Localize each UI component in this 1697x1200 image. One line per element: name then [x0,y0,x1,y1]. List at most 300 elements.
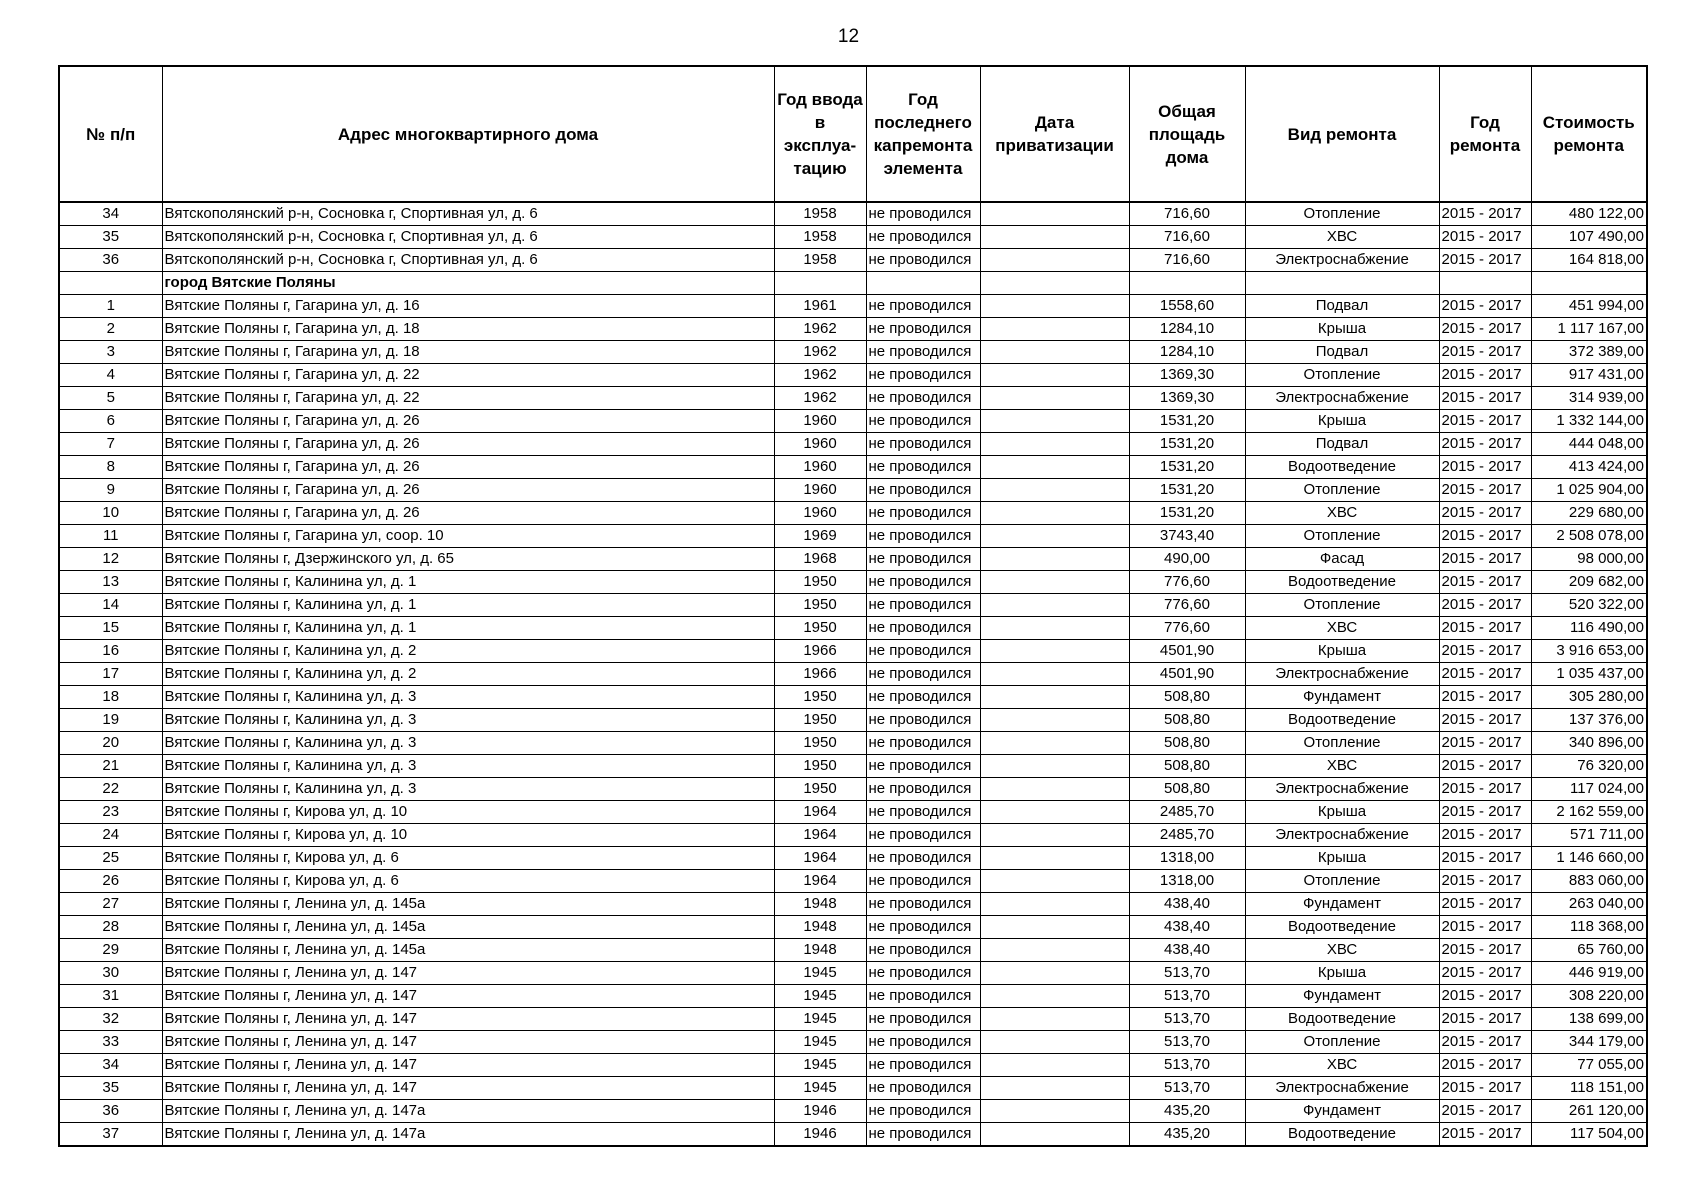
cell-repair-year: 2015 - 2017 [1439,410,1531,433]
cell-num: 7 [59,433,162,456]
cell-repair-type: Отопление [1245,732,1439,755]
cell-num: 10 [59,502,162,525]
cell-last-repair: не проводился [866,962,980,985]
cell-cost: 1 117 167,00 [1531,318,1647,341]
cell-repair-year: 2015 - 2017 [1439,525,1531,548]
cell-privatization [980,364,1129,387]
cell-area: 513,70 [1129,1077,1245,1100]
cell-address: Вятские Поляны г, Ленина ул, д. 147 [162,1031,774,1054]
cell-num: 15 [59,617,162,640]
table-row [59,387,1647,410]
cell-year-built: 1966 [774,663,866,686]
cell-repair-year: 2015 - 2017 [1439,847,1531,870]
header-num: № п/п [59,66,162,202]
repair-plan-table [58,65,1648,1147]
cell-last-repair: не проводился [866,341,980,364]
cell-privatization [980,709,1129,732]
cell-repair-type: Фундамент [1245,893,1439,916]
table-row [59,433,1647,456]
cell-repair-type: ХВС [1245,755,1439,778]
cell-address: Вятские Поляны г, Гагарина ул, д. 22 [162,364,774,387]
cell-repair-type: Отопление [1245,870,1439,893]
cell-last-repair: не проводился [866,548,980,571]
cell-repair-year: 2015 - 2017 [1439,1100,1531,1123]
table-body [59,202,1647,1146]
cell-repair-year: 2015 - 2017 [1439,962,1531,985]
cell-year-built: 1958 [774,202,866,226]
cell-year-built: 1950 [774,686,866,709]
cell-repair-year: 2015 - 2017 [1439,985,1531,1008]
table-row [59,456,1647,479]
header-area: Общая площадь дома [1129,66,1245,202]
cell-year-built: 1960 [774,456,866,479]
cell-privatization [980,571,1129,594]
cell-address: Вятские Поляны г, Кирова ул, д. 10 [162,824,774,847]
cell-year-built: 1960 [774,502,866,525]
cell-num: 27 [59,893,162,916]
cell-cost: 883 060,00 [1531,870,1647,893]
cell-address: Вятские Поляны г, Ленина ул, д. 147а [162,1123,774,1147]
table-row [59,824,1647,847]
cell-year-built: 1961 [774,295,866,318]
table-row [59,364,1647,387]
cell-num: 5 [59,387,162,410]
cell-cost: 372 389,00 [1531,341,1647,364]
cell-address: Вятские Поляны г, Ленина ул, д. 147 [162,1054,774,1077]
table-row [59,1054,1647,1077]
cell-cost: 1 332 144,00 [1531,410,1647,433]
cell-area: 716,60 [1129,249,1245,272]
cell-repair-year: 2015 - 2017 [1439,893,1531,916]
header-repair-year: Год ремонта [1439,66,1531,202]
cell-repair-type: Электроснабжение [1245,387,1439,410]
cell-repair-year: 2015 - 2017 [1439,433,1531,456]
cell-area: 1318,00 [1129,847,1245,870]
cell-address: Вятские Поляны г, Гагарина ул, д. 18 [162,341,774,364]
cell-year-built: 1958 [774,249,866,272]
cell-cost: 344 179,00 [1531,1031,1647,1054]
cell-address: Вятские Поляны г, Калинина ул, д. 3 [162,755,774,778]
cell-repair-year: 2015 - 2017 [1439,732,1531,755]
cell-area: 435,20 [1129,1123,1245,1147]
cell-repair-year: 2015 - 2017 [1439,939,1531,962]
cell-area: 438,40 [1129,916,1245,939]
cell-repair-year: 2015 - 2017 [1439,594,1531,617]
cell-repair-year: 2015 - 2017 [1439,295,1531,318]
cell-repair-type: Крыша [1245,318,1439,341]
cell-year-built: 1946 [774,1123,866,1147]
header-repair-type: Вид ремонта [1245,66,1439,202]
section-empty-cell [980,272,1129,295]
cell-num: 1 [59,295,162,318]
cell-address: Вятские Поляны г, Ленина ул, д. 145а [162,916,774,939]
cell-repair-year: 2015 - 2017 [1439,1054,1531,1077]
cell-address: Вятские Поляны г, Ленина ул, д. 147 [162,1008,774,1031]
cell-repair-type: Водоотведение [1245,709,1439,732]
cell-area: 1369,30 [1129,387,1245,410]
table-row [59,640,1647,663]
cell-repair-type: Отопление [1245,479,1439,502]
cell-cost: 164 818,00 [1531,249,1647,272]
cell-repair-year: 2015 - 2017 [1439,226,1531,249]
cell-last-repair: не проводился [866,939,980,962]
cell-num: 28 [59,916,162,939]
cell-cost: 1 025 904,00 [1531,479,1647,502]
cell-last-repair: не проводился [866,1100,980,1123]
cell-last-repair: не проводился [866,502,980,525]
cell-last-repair: не проводился [866,1054,980,1077]
cell-repair-type: Крыша [1245,847,1439,870]
table-row [59,525,1647,548]
cell-last-repair: не проводился [866,755,980,778]
cell-area: 508,80 [1129,755,1245,778]
cell-repair-year: 2015 - 2017 [1439,571,1531,594]
cell-year-built: 1962 [774,341,866,364]
cell-last-repair: не проводился [866,617,980,640]
cell-year-built: 1945 [774,1077,866,1100]
cell-area: 776,60 [1129,594,1245,617]
cell-area: 508,80 [1129,778,1245,801]
cell-address: Вятские Поляны г, Калинина ул, д. 3 [162,778,774,801]
cell-cost: 138 699,00 [1531,1008,1647,1031]
cell-area: 513,70 [1129,985,1245,1008]
cell-cost: 451 994,00 [1531,295,1647,318]
cell-cost: 117 024,00 [1531,778,1647,801]
cell-cost: 1 035 437,00 [1531,663,1647,686]
cell-area: 438,40 [1129,939,1245,962]
cell-privatization [980,1123,1129,1147]
cell-address: Вятские Поляны г, Калинина ул, д. 3 [162,686,774,709]
section-title: город Вятские Поляны [162,272,774,295]
table-row [59,663,1647,686]
cell-area: 4501,90 [1129,663,1245,686]
cell-year-built: 1945 [774,962,866,985]
cell-year-built: 1969 [774,525,866,548]
cell-privatization [980,686,1129,709]
cell-last-repair: не проводился [866,295,980,318]
cell-address: Вятские Поляны г, Гагарина ул, д. 26 [162,433,774,456]
cell-year-built: 1945 [774,1008,866,1031]
cell-privatization [980,479,1129,502]
cell-address: Вятские Поляны г, Ленина ул, д. 145а [162,893,774,916]
cell-privatization [980,801,1129,824]
table-row [59,916,1647,939]
table-row [59,1031,1647,1054]
cell-address: Вятские Поляны г, Дзержинского ул, д. 65 [162,548,774,571]
cell-repair-type: ХВС [1245,939,1439,962]
cell-repair-type: Подвал [1245,295,1439,318]
cell-repair-type: Отопление [1245,525,1439,548]
cell-cost: 314 939,00 [1531,387,1647,410]
cell-address: Вятские Поляны г, Гагарина ул, д. 26 [162,410,774,433]
table-row [59,893,1647,916]
cell-address: Вятские Поляны г, Ленина ул, д. 147 [162,985,774,1008]
cell-last-repair: не проводился [866,916,980,939]
cell-area: 508,80 [1129,709,1245,732]
cell-last-repair: не проводился [866,847,980,870]
cell-repair-year: 2015 - 2017 [1439,801,1531,824]
cell-address: Вятские Поляны г, Калинина ул, д. 1 [162,571,774,594]
cell-privatization [980,502,1129,525]
cell-repair-type: Отопление [1245,1031,1439,1054]
cell-year-built: 1945 [774,1054,866,1077]
cell-last-repair: не проводился [866,364,980,387]
cell-last-repair: не проводился [866,433,980,456]
cell-privatization [980,410,1129,433]
cell-repair-year: 2015 - 2017 [1439,1031,1531,1054]
table-row [59,617,1647,640]
cell-repair-type: Электроснабжение [1245,249,1439,272]
cell-num: 17 [59,663,162,686]
cell-last-repair: не проводился [866,824,980,847]
section-empty-cell [1245,272,1439,295]
cell-year-built: 1962 [774,364,866,387]
cell-privatization [980,1100,1129,1123]
cell-privatization [980,824,1129,847]
cell-cost: 520 322,00 [1531,594,1647,617]
cell-num: 8 [59,456,162,479]
table-row [59,410,1647,433]
cell-cost: 413 424,00 [1531,456,1647,479]
cell-year-built: 1945 [774,1031,866,1054]
cell-num: 23 [59,801,162,824]
cell-privatization [980,249,1129,272]
cell-year-built: 1964 [774,824,866,847]
cell-privatization [980,985,1129,1008]
cell-last-repair: не проводился [866,1031,980,1054]
cell-year-built: 1958 [774,226,866,249]
section-empty-cell [1439,272,1531,295]
cell-last-repair: не проводился [866,1123,980,1147]
table-row [59,479,1647,502]
cell-cost: 77 055,00 [1531,1054,1647,1077]
cell-repair-year: 2015 - 2017 [1439,870,1531,893]
cell-address: Вятские Поляны г, Кирова ул, д. 10 [162,801,774,824]
cell-privatization [980,226,1129,249]
section-header-row [59,272,1647,295]
cell-num: 22 [59,778,162,801]
cell-repair-type: ХВС [1245,226,1439,249]
cell-last-repair: не проводился [866,686,980,709]
cell-area: 2485,70 [1129,824,1245,847]
cell-num: 21 [59,755,162,778]
section-empty-cell [774,272,866,295]
cell-address: Вятские Поляны г, Калинина ул, д. 1 [162,617,774,640]
cell-address: Вятскополянский р-н, Сосновка г, Спортивная ул, д. 6 [162,202,774,226]
cell-address: Вятские Поляны г, Кирова ул, д. 6 [162,847,774,870]
cell-num: 4 [59,364,162,387]
cell-address: Вятскополянский р-н, Сосновка г, Спортивная ул, д. 6 [162,249,774,272]
cell-repair-year: 2015 - 2017 [1439,686,1531,709]
cell-year-built: 1948 [774,939,866,962]
cell-repair-type: Электроснабжение [1245,824,1439,847]
cell-area: 716,60 [1129,226,1245,249]
table-row [59,778,1647,801]
section-empty-cell [1531,272,1647,295]
cell-address: Вятские Поляны г, Гагарина ул, д. 18 [162,318,774,341]
cell-num: 35 [59,226,162,249]
table-row [59,226,1647,249]
cell-cost: 107 490,00 [1531,226,1647,249]
table-row [59,318,1647,341]
table-row [59,341,1647,364]
cell-address: Вятские Поляны г, Гагарина ул, д. 16 [162,295,774,318]
cell-num: 20 [59,732,162,755]
cell-area: 1558,60 [1129,295,1245,318]
table-row [59,709,1647,732]
cell-cost: 917 431,00 [1531,364,1647,387]
cell-repair-year: 2015 - 2017 [1439,709,1531,732]
table-row [59,202,1647,226]
cell-num: 34 [59,202,162,226]
cell-cost: 1 146 660,00 [1531,847,1647,870]
cell-cost: 116 490,00 [1531,617,1647,640]
cell-repair-year: 2015 - 2017 [1439,617,1531,640]
cell-area: 490,00 [1129,548,1245,571]
cell-repair-type: ХВС [1245,617,1439,640]
cell-year-built: 1964 [774,847,866,870]
cell-privatization [980,548,1129,571]
cell-cost: 3 916 653,00 [1531,640,1647,663]
cell-address: Вятские Поляны г, Кирова ул, д. 6 [162,870,774,893]
cell-repair-year: 2015 - 2017 [1439,479,1531,502]
cell-last-repair: не проводился [866,732,980,755]
header-cost: Стоимость ремонта [1531,66,1647,202]
cell-year-built: 1960 [774,479,866,502]
table-row [59,571,1647,594]
cell-last-repair: не проводился [866,640,980,663]
cell-num: 19 [59,709,162,732]
cell-year-built: 1950 [774,709,866,732]
cell-repair-year: 2015 - 2017 [1439,916,1531,939]
cell-repair-type: Подвал [1245,433,1439,456]
cell-privatization [980,1031,1129,1054]
table-row [59,1123,1647,1147]
table-row [59,686,1647,709]
cell-privatization [980,341,1129,364]
cell-year-built: 1960 [774,410,866,433]
cell-last-repair: не проводился [866,202,980,226]
cell-privatization [980,318,1129,341]
cell-cost: 209 682,00 [1531,571,1647,594]
table-row [59,939,1647,962]
cell-year-built: 1962 [774,387,866,410]
cell-address: Вятские Поляны г, Гагарина ул, д. 26 [162,479,774,502]
cell-cost: 65 760,00 [1531,939,1647,962]
cell-address: Вятские Поляны г, Калинина ул, д. 3 [162,709,774,732]
cell-cost: 2 162 559,00 [1531,801,1647,824]
table-row [59,847,1647,870]
cell-year-built: 1950 [774,755,866,778]
cell-last-repair: не проводился [866,870,980,893]
cell-privatization [980,962,1129,985]
cell-year-built: 1950 [774,571,866,594]
cell-address: Вятские Поляны г, Ленина ул, д. 147 [162,1077,774,1100]
cell-area: 1531,20 [1129,410,1245,433]
cell-num: 6 [59,410,162,433]
cell-cost: 229 680,00 [1531,502,1647,525]
cell-repair-year: 2015 - 2017 [1439,202,1531,226]
cell-cost: 571 711,00 [1531,824,1647,847]
cell-area: 1369,30 [1129,364,1245,387]
cell-cost: 305 280,00 [1531,686,1647,709]
cell-privatization [980,617,1129,640]
cell-last-repair: не проводился [866,525,980,548]
cell-cost: 340 896,00 [1531,732,1647,755]
cell-repair-year: 2015 - 2017 [1439,1008,1531,1031]
cell-area: 4501,90 [1129,640,1245,663]
cell-area: 513,70 [1129,1031,1245,1054]
cell-privatization [980,640,1129,663]
cell-repair-year: 2015 - 2017 [1439,456,1531,479]
cell-last-repair: не проводился [866,456,980,479]
header-privatization: Дата приватизации [980,66,1129,202]
cell-num: 32 [59,1008,162,1031]
cell-repair-year: 2015 - 2017 [1439,755,1531,778]
cell-privatization [980,433,1129,456]
cell-repair-year: 2015 - 2017 [1439,663,1531,686]
cell-year-built: 1950 [774,732,866,755]
cell-area: 1531,20 [1129,479,1245,502]
cell-repair-type: Отопление [1245,594,1439,617]
cell-repair-type: Водоотведение [1245,456,1439,479]
cell-num: 25 [59,847,162,870]
cell-address: Вятские Поляны г, Гагарина ул, соор. 10 [162,525,774,548]
cell-last-repair: не проводился [866,1008,980,1031]
cell-repair-type: Крыша [1245,801,1439,824]
cell-last-repair: не проводился [866,663,980,686]
table-row [59,985,1647,1008]
cell-privatization [980,778,1129,801]
cell-area: 435,20 [1129,1100,1245,1123]
cell-address: Вятские Поляны г, Ленина ул, д. 147 [162,962,774,985]
header-last-repair: Год последнего капремонта элемента [866,66,980,202]
cell-year-built: 1968 [774,548,866,571]
cell-address: Вятские Поляны г, Ленина ул, д. 145а [162,939,774,962]
cell-num: 30 [59,962,162,985]
cell-repair-type: Водоотведение [1245,1123,1439,1147]
cell-repair-type: Крыша [1245,410,1439,433]
cell-repair-year: 2015 - 2017 [1439,824,1531,847]
table-row [59,502,1647,525]
cell-privatization [980,847,1129,870]
table-row [59,249,1647,272]
cell-cost: 118 368,00 [1531,916,1647,939]
cell-address: Вятские Поляны г, Калинина ул, д. 3 [162,732,774,755]
cell-privatization [980,916,1129,939]
cell-year-built: 1950 [774,594,866,617]
cell-area: 716,60 [1129,202,1245,226]
cell-repair-type: Крыша [1245,962,1439,985]
cell-last-repair: не проводился [866,985,980,1008]
cell-repair-type: Водоотведение [1245,571,1439,594]
section-empty-cell [1129,272,1245,295]
cell-cost: 117 504,00 [1531,1123,1647,1147]
cell-num: 13 [59,571,162,594]
cell-area: 1531,20 [1129,456,1245,479]
cell-repair-type: ХВС [1245,502,1439,525]
cell-area: 776,60 [1129,571,1245,594]
cell-last-repair: не проводился [866,778,980,801]
cell-year-built: 1946 [774,1100,866,1123]
cell-year-built: 1966 [774,640,866,663]
cell-address: Вятские Поляны г, Гагарина ул, д. 22 [162,387,774,410]
section-empty-cell [866,272,980,295]
cell-last-repair: не проводился [866,709,980,732]
cell-repair-year: 2015 - 2017 [1439,502,1531,525]
cell-last-repair: не проводился [866,249,980,272]
cell-repair-type: Подвал [1245,341,1439,364]
